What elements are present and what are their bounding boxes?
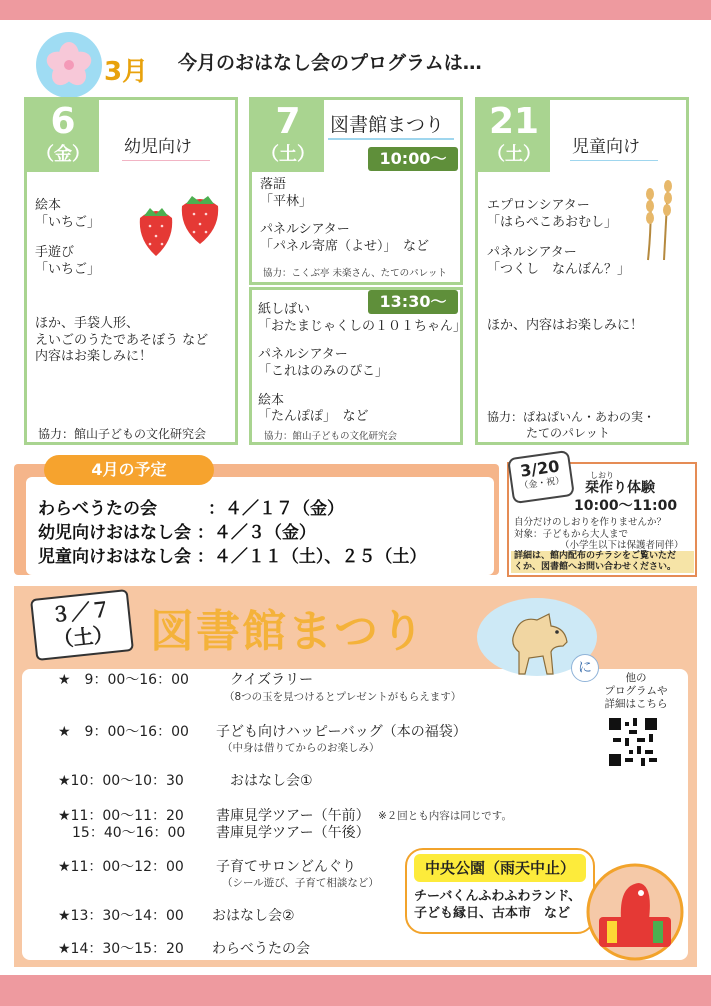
april-row: 幼児向けおはなし会 ：４／３（金） (38, 523, 316, 543)
festival-date-badge: ３／７ （土） (30, 589, 134, 661)
bookmark-footnote-2: くか、図書館へお問い合わせください。 (514, 562, 677, 572)
event-date-6: 6 （金） (27, 100, 99, 172)
schedule-name: 書庫見学ツアー（午前） (216, 808, 370, 824)
event-lines-6: 絵本 「いちご」 手遊び 「いちご」 (35, 198, 101, 277)
festival-title: 図書館まつり (150, 606, 426, 657)
april-title: 4月の予定 (44, 455, 214, 485)
wheat-icon (638, 172, 678, 262)
time-badge-am: 10:00〜 (368, 147, 458, 171)
other-programs: 他の プログラムや 詳細はこちら (604, 672, 668, 711)
event-label-underline (122, 160, 210, 161)
page-title: 今月のおはなし会のプログラムは… (178, 52, 482, 74)
bookmark-desc: 自分だけのしおりを作りませんか？ (514, 517, 667, 528)
event-label-6: 幼児向け (124, 137, 192, 157)
bookmark-footnote-1: 詳細は、館内配布のチラシをご覧いただ (514, 551, 677, 561)
event-lines-7-am: 落語 「平林」 パネルシアター 「パネル寄席（よせ）」 など (260, 177, 430, 254)
schedule-note: ※２回とも内容は同じです。 (378, 810, 512, 822)
schedule-name: わらべうたの会 (212, 941, 310, 957)
event-label-underline (570, 160, 658, 161)
event-credit-21-a: 協力：ぱねぱいん・あわの実・ (487, 410, 656, 424)
bookmark-time: 10:00〜11:00 (574, 498, 678, 514)
schedule-time: ★11：00〜11：20 (58, 808, 184, 824)
event-credit-7-pm: 協力：館山子どもの文化研究会 (264, 431, 398, 442)
month-label: 3月 (104, 57, 149, 87)
schedule-time: ★ 9：00〜16：00 (58, 672, 189, 688)
event-label-underline (328, 138, 454, 140)
bouncy-castle-icon (585, 863, 685, 961)
schedule-note: （中身は借りてからのお楽しみ） (222, 742, 380, 754)
schedule-note: （8つの玉を見つけるとプレゼントがもらえます） (224, 691, 462, 703)
schedule-name: 書庫見学ツアー（午後） (216, 825, 370, 841)
ni-badge: に (571, 654, 599, 682)
schedule-note: （シール遊び、子育て相談など） (222, 877, 379, 889)
central-park-title: 中央公園（雨天中止） (414, 854, 586, 882)
schedule-name: 子育てサロンどんぐり (216, 859, 356, 875)
qr-code-icon[interactable] (609, 718, 657, 766)
strawberry-icon (134, 194, 224, 264)
schedule-name: 子ども向けハッピーバッグ（本の福袋） (216, 724, 467, 740)
bottom-band (0, 975, 711, 1006)
top-band (0, 0, 711, 20)
april-row: 児童向けおはなし会 ：４／１１（土）、２５（土） (38, 547, 427, 567)
schedule-time: ★ 9：00〜16：00 (58, 724, 189, 740)
sakura-icon (36, 32, 102, 98)
schedule-name: おはなし会① (230, 773, 313, 789)
april-row: わらべうたの会 ：４／１７（金） (38, 499, 344, 519)
bookmark-date-badge: 3/20 （金・祝） (507, 450, 575, 504)
central-park-desc-2: 子ども縁日、古本市 など (414, 906, 571, 921)
schedule-time: ★13：30〜14：00 (58, 908, 184, 924)
event-extra-6: ほか、手袋人形、 えいごのうたであそぼう など 内容はお楽しみに！ (35, 316, 209, 365)
event-lines-7-pm: 紙しばい 「おたまじゃくしの１０１ちゃん」 パネルシアター 「これはのみのぴこ」 絵本 「たんぽぽ」 など (258, 302, 467, 425)
schedule-time: 15：40〜16：00 (58, 825, 186, 841)
event-extra-21: ほか、内容はお楽しみに！ (487, 318, 644, 333)
schedule-name: クイズラリー (230, 672, 314, 688)
time-badge-pm: 13:30〜 (368, 290, 458, 314)
bookmark-target-note: （小学生以下は保護者同伴） (560, 540, 684, 551)
bookmark-target: 対象：子どもから大人まで (514, 529, 629, 540)
event-credit-7-am: 協力：こくぶ亭 未楽さん、たてのパレット (263, 268, 447, 279)
event-date-21: 21 （土） (478, 100, 550, 172)
event-label-21: 児童向け (572, 137, 640, 157)
bookmark-title: 栞作り体験 (585, 480, 655, 496)
central-park-desc-1: チーバくんふわふわランド、 (414, 889, 582, 904)
event-credit-21-b: たてのパレット (526, 426, 610, 440)
event-date-7: 7 （土） (252, 100, 324, 172)
schedule-time: ★11：00〜12：00 (58, 859, 184, 875)
schedule-name: おはなし会② (212, 908, 295, 924)
event-lines-21: エプロンシアター 「はらぺこあおむし」 パネルシアター 「つくし なんぼん？」 (487, 198, 631, 277)
event-label-7: 図書館まつり (330, 114, 445, 136)
event-credit-6: 協力：館山子どもの文化研究会 (38, 427, 207, 441)
schedule-time: ★10：00〜10：30 (58, 773, 184, 789)
schedule-time: ★14：30〜15：20 (58, 941, 184, 957)
bookmark-ruby: しおり (590, 471, 614, 480)
